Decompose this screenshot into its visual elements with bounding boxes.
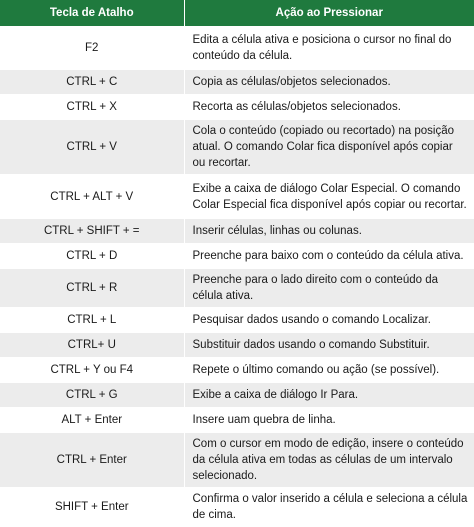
shortcut-key: SHIFT + Enter	[0, 488, 184, 527]
shortcut-key: CTRL + L	[0, 308, 184, 333]
table-row	[0, 26, 474, 70]
table-body	[0, 26, 474, 527]
table-header	[0, 0, 474, 26]
table-row	[0, 219, 474, 244]
header-shortcut-key: Tecla de Atalho	[0, 0, 184, 26]
table-row	[0, 308, 474, 333]
shortcut-key: CTRL + X	[0, 95, 184, 120]
header-action: Ação ao Pressionar	[184, 0, 474, 26]
shortcut-key: CTRL + Y ou F4	[0, 358, 184, 383]
shortcut-description: Preenche para baixo com o conteúdo da célula ativa.	[184, 244, 474, 269]
shortcut-description: Exibe a caixa de diálogo Colar Especial. O comando Colar Especial fica disponível após copiar ou recortar.	[184, 175, 474, 219]
table-row	[0, 269, 474, 308]
shortcut-description: Pesquisar dados usando o comando Localizar.	[184, 308, 474, 333]
table-row	[0, 95, 474, 120]
shortcut-description: Exibe a caixa de diálogo Ir Para.	[184, 383, 474, 408]
shortcut-key: CTRL + D	[0, 244, 184, 269]
table-row	[0, 244, 474, 269]
table-row	[0, 408, 474, 433]
table-row	[0, 433, 474, 488]
shortcut-description: Confirma o valor inserido a célula e seleciona a célula de cima.	[184, 488, 474, 527]
shortcut-description: Inserir células, linhas ou colunas.	[184, 219, 474, 244]
shortcut-key: CTRL + V	[0, 120, 184, 175]
shortcut-key: CTRL + SHIFT + =	[0, 219, 184, 244]
shortcut-key: CTRL+ U	[0, 333, 184, 358]
shortcut-key: CTRL + ALT + V	[0, 175, 184, 219]
shortcut-description: Copia as células/objetos selecionados.	[184, 70, 474, 95]
shortcut-key: ALT + Enter	[0, 408, 184, 433]
header-row	[0, 0, 474, 26]
shortcut-key: CTRL + R	[0, 269, 184, 308]
shortcut-key: CTRL + C	[0, 70, 184, 95]
shortcut-key: F2	[0, 26, 184, 70]
shortcut-description: Preenche para o lado direito com o conteúdo da célula ativa.	[184, 269, 474, 308]
shortcut-description: Cola o conteúdo (copiado ou recortado) na posição atual. O comando Colar fica disponível após copiar ou recortar.	[184, 120, 474, 175]
shortcut-description: Com o cursor em modo de edição, insere o conteúdo da célula ativa em todas as células de um intervalo selecionado.	[184, 433, 474, 488]
table-row	[0, 358, 474, 383]
shortcut-description: Edita a célula ativa e posiciona o cursor no final do conteúdo da célula.	[184, 26, 474, 70]
table-row	[0, 175, 474, 219]
shortcut-key: CTRL + Enter	[0, 433, 184, 488]
table-row	[0, 120, 474, 175]
shortcut-description: Substituir dados usando o comando Substituir.	[184, 333, 474, 358]
shortcut-description: Repete o último comando ou ação (se possível).	[184, 358, 474, 383]
table-row	[0, 488, 474, 527]
shortcut-key: CTRL + G	[0, 383, 184, 408]
table-row	[0, 383, 474, 408]
shortcut-description: Recorta as células/objetos selecionados.	[184, 95, 474, 120]
table-row	[0, 333, 474, 358]
shortcut-description: Insere uam quebra de linha.	[184, 408, 474, 433]
table-row	[0, 70, 474, 95]
